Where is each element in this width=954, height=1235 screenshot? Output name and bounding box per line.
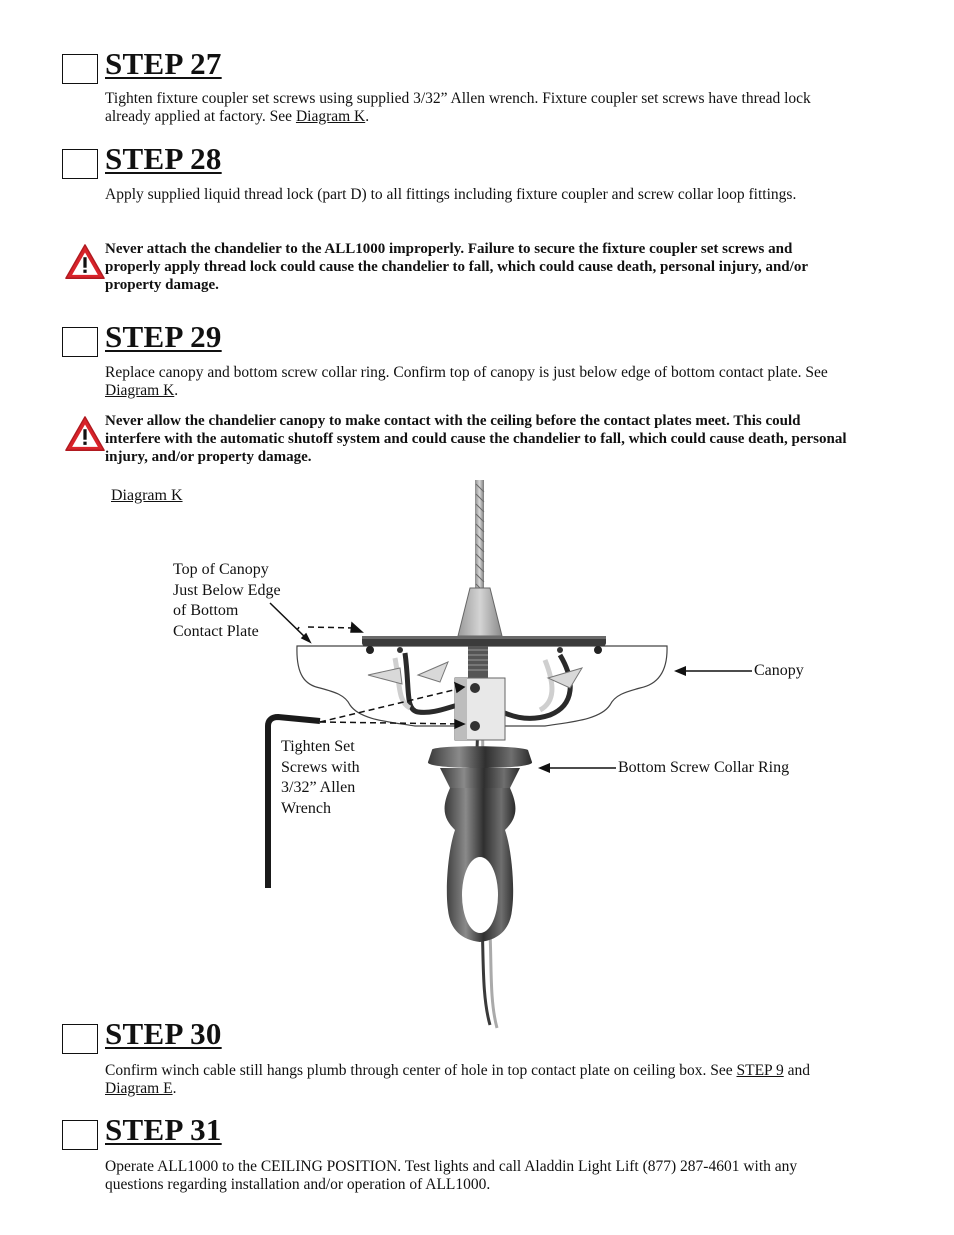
step-27 bbox=[62, 46, 862, 125]
canopy-top-pointer bbox=[270, 603, 362, 642]
step-31-checkbox[interactable] bbox=[62, 1120, 98, 1150]
step-28-title: STEP 28 bbox=[105, 141, 222, 176]
label-set-screws: Tighten Set Screws with 3/32” Allen Wrench bbox=[281, 738, 360, 817]
step-31-text: Operate ALL1000 to the CEILING POSITION. Test lights and call Aladdin Light Lift (877) 287-4601 with any questions regarding installation and/or operation of ALL1000. bbox=[105, 1158, 798, 1193]
step-29-text: Replace canopy and bottom screw collar ring. Confirm top of canopy is just below edge of bottom contact plate. See Diagram K. bbox=[105, 364, 828, 399]
step-29 bbox=[62, 319, 862, 399]
step-30 bbox=[62, 1016, 862, 1097]
step-27-text: Tighten fixture coupler set screws using supplied 3/32” Allen wrench. Fixture coupler set screws have thread lock already applied at factory. See Diagram K. bbox=[105, 90, 811, 125]
warning-triangle-icon bbox=[64, 242, 106, 282]
set-screw-top bbox=[470, 683, 480, 693]
diagram-caption: Diagram K bbox=[111, 487, 183, 504]
step-30-text: Confirm winch cable still hangs plumb through center of hole in top contact plate on ceiling box. See STEP 9 and Diagram E. bbox=[105, 1062, 810, 1097]
screw-collar-assembly bbox=[428, 746, 532, 942]
canopy-pointer bbox=[674, 666, 752, 676]
warning-1 bbox=[62, 240, 852, 294]
label-canopy: Canopy bbox=[754, 662, 804, 679]
step-31 bbox=[62, 1112, 862, 1193]
diagram-k-link[interactable]: Diagram K bbox=[295, 107, 366, 125]
step-27-checkbox[interactable] bbox=[62, 54, 98, 84]
step-29-checkbox[interactable] bbox=[62, 327, 98, 357]
diagram-k-link-2[interactable]: Diagram K bbox=[105, 381, 175, 399]
step-31-title: STEP 31 bbox=[105, 1112, 222, 1147]
warning-2 bbox=[62, 412, 852, 466]
step-28-checkbox[interactable] bbox=[62, 149, 98, 179]
winch-cable bbox=[475, 480, 484, 598]
step-9-link[interactable]: STEP 9 bbox=[736, 1062, 784, 1079]
warning-1-text: Never attach the chandelier to the ALL1000 improperly. Failure to secure the fixture coupler set screws and properly apply thread lock could cause the chandelier to fall, which could cause death, personal injury, and/or property damage. bbox=[105, 241, 808, 293]
step-30-checkbox[interactable] bbox=[62, 1024, 98, 1054]
step-29-title: STEP 29 bbox=[105, 319, 222, 354]
step-30-title: STEP 30 bbox=[105, 1016, 222, 1051]
label-top-of-canopy: Top of Canopy Just Below Edge of Bottom Contact Plate bbox=[173, 561, 281, 640]
set-screw-bottom bbox=[470, 721, 480, 731]
diagram-e-link[interactable]: Diagram E bbox=[105, 1079, 173, 1097]
cable-coupler-cone bbox=[458, 588, 502, 636]
step-28-text: Apply supplied liquid thread lock (part D) to all fittings including fixture coupler and screw collar loop fittings. bbox=[105, 186, 797, 203]
label-collar-ring: Bottom Screw Collar Ring bbox=[618, 759, 790, 776]
step-28 bbox=[62, 141, 862, 204]
warning-2-text: Never allow the chandelier canopy to make contact with the ceiling before the contact plates meet. This could interfere with the automatic shutoff system and could cause the chandelier to fall, which could cause death, personal injury, and/or property damage. bbox=[105, 413, 847, 465]
step-27-title: STEP 27 bbox=[105, 46, 222, 81]
diagram-k-illustration bbox=[0, 470, 954, 1035]
warning-triangle-icon bbox=[64, 414, 106, 454]
collar-ring-pointer bbox=[538, 763, 616, 773]
